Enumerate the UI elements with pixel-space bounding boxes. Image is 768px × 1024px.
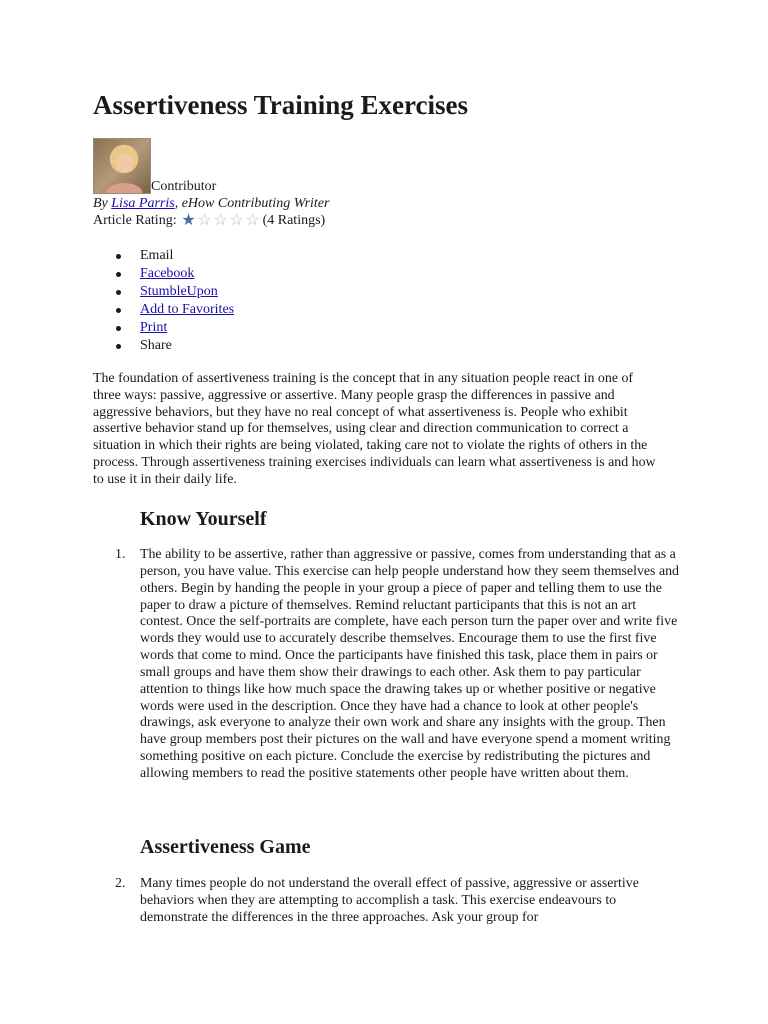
contributor-label: Contributor — [151, 179, 217, 194]
facebook-link[interactable]: Facebook — [140, 266, 195, 281]
rating-count: (4 Ratings) — [262, 213, 326, 228]
star-empty-icon[interactable]: ☆ — [229, 212, 244, 229]
share-item-facebook[interactable] — [93, 265, 234, 283]
byline-prefix: By — [93, 196, 112, 211]
section-heading-assertiveness-game: Assertiveness Game — [140, 836, 311, 858]
byline-suffix: , eHow Contributing Writer — [174, 196, 330, 211]
list-item-number: 2. — [115, 876, 126, 891]
bullet-icon — [116, 290, 121, 295]
bullet-icon — [116, 326, 121, 331]
section-heading-know-yourself: Know Yourself — [140, 508, 267, 530]
list-item-text: Many times people do not understand the overall effect of passive, aggressive or assertive behaviors when they are attempting to accomplish a task. This exercise endeavours to demonstrate the differences in the three approaches. Ask your group for — [140, 876, 639, 925]
stumbleupon-link[interactable]: StumbleUpon — [140, 284, 218, 299]
star-empty-icon[interactable]: ☆ — [197, 212, 212, 229]
intro-paragraph: The foundation of assertiveness training is the concept that in any situation people react in one of three ways: passive, aggressive or assertive. Many people grasp the differences in passive and aggressive behaviors, but they have no real concept of what assertiveness is. People who exhibit assertive behavior stand up for themselves, using clear and direction communication to correct a situation in which their rights are being violated, taking care not to violate the rights of others in the process. Through assertiveness training exercises individuals can learn what assertiveness is and how to use it in their daily life. — [93, 371, 656, 487]
bullet-icon — [116, 308, 121, 313]
bullet-icon — [116, 254, 121, 259]
share-list — [93, 247, 234, 355]
add-to-favorites-link[interactable]: Add to Favorites — [140, 302, 235, 317]
byline — [93, 196, 329, 212]
list-item — [115, 876, 680, 927]
star-filled-icon[interactable]: ★ — [181, 212, 196, 229]
list-item-text: The ability to be assertive, rather than aggressive or passive, comes from understanding that as a person, you have value. This exercise can help people understand how they seem themselves and others. Begin by handing the people in your group a piece of paper and telling them to use the paper to draw a picture of themselves. Remind reluctant participants that this is not an art contest. Once the self-portraits are complete, have each person turn the paper over and write five words they would use to accurately describe themselves. Encourage them to use the first five words that come to mind. Once the participants have finished this task, place them in pairs or small groups and have them show their drawings to each other. Ask them to pay particular attention to things like how much space the drawing takes up or whether positive or negative words were used in the description. Once they have had a chance to look at other people's drawings, ask everyone to analyze their own work and share any insights with the group. Then have group members post their pictures on the wall and have everyone spend a moment writing something positive on each picture. Conclude the exercise by redistributing the pictures and allowing members to read the positive statements other people have written about them. — [140, 547, 679, 781]
article-title: Assertiveness Training Exercises — [93, 90, 468, 120]
bullet-icon — [116, 344, 121, 349]
share-item-stumbleupon[interactable] — [93, 283, 234, 301]
print-link[interactable]: Print — [140, 320, 168, 335]
star-empty-icon[interactable]: ☆ — [213, 212, 228, 229]
author-photo — [93, 138, 151, 194]
share-item-email[interactable] — [93, 247, 234, 265]
rating-label: Article Rating: — [93, 213, 177, 228]
share-item-share[interactable] — [93, 337, 234, 355]
rating-stars[interactable] — [181, 213, 261, 229]
share-email-label[interactable]: Email — [140, 248, 174, 263]
star-empty-icon[interactable]: ☆ — [245, 212, 260, 229]
article-rating — [93, 213, 325, 229]
share-item-favorites[interactable] — [93, 301, 234, 319]
author-link[interactable]: Lisa Parris — [111, 196, 175, 211]
list-item — [115, 547, 680, 783]
bullet-icon — [116, 272, 121, 277]
share-label[interactable]: Share — [140, 338, 172, 353]
share-item-print[interactable] — [93, 319, 234, 337]
list-item-number: 1. — [115, 547, 126, 562]
